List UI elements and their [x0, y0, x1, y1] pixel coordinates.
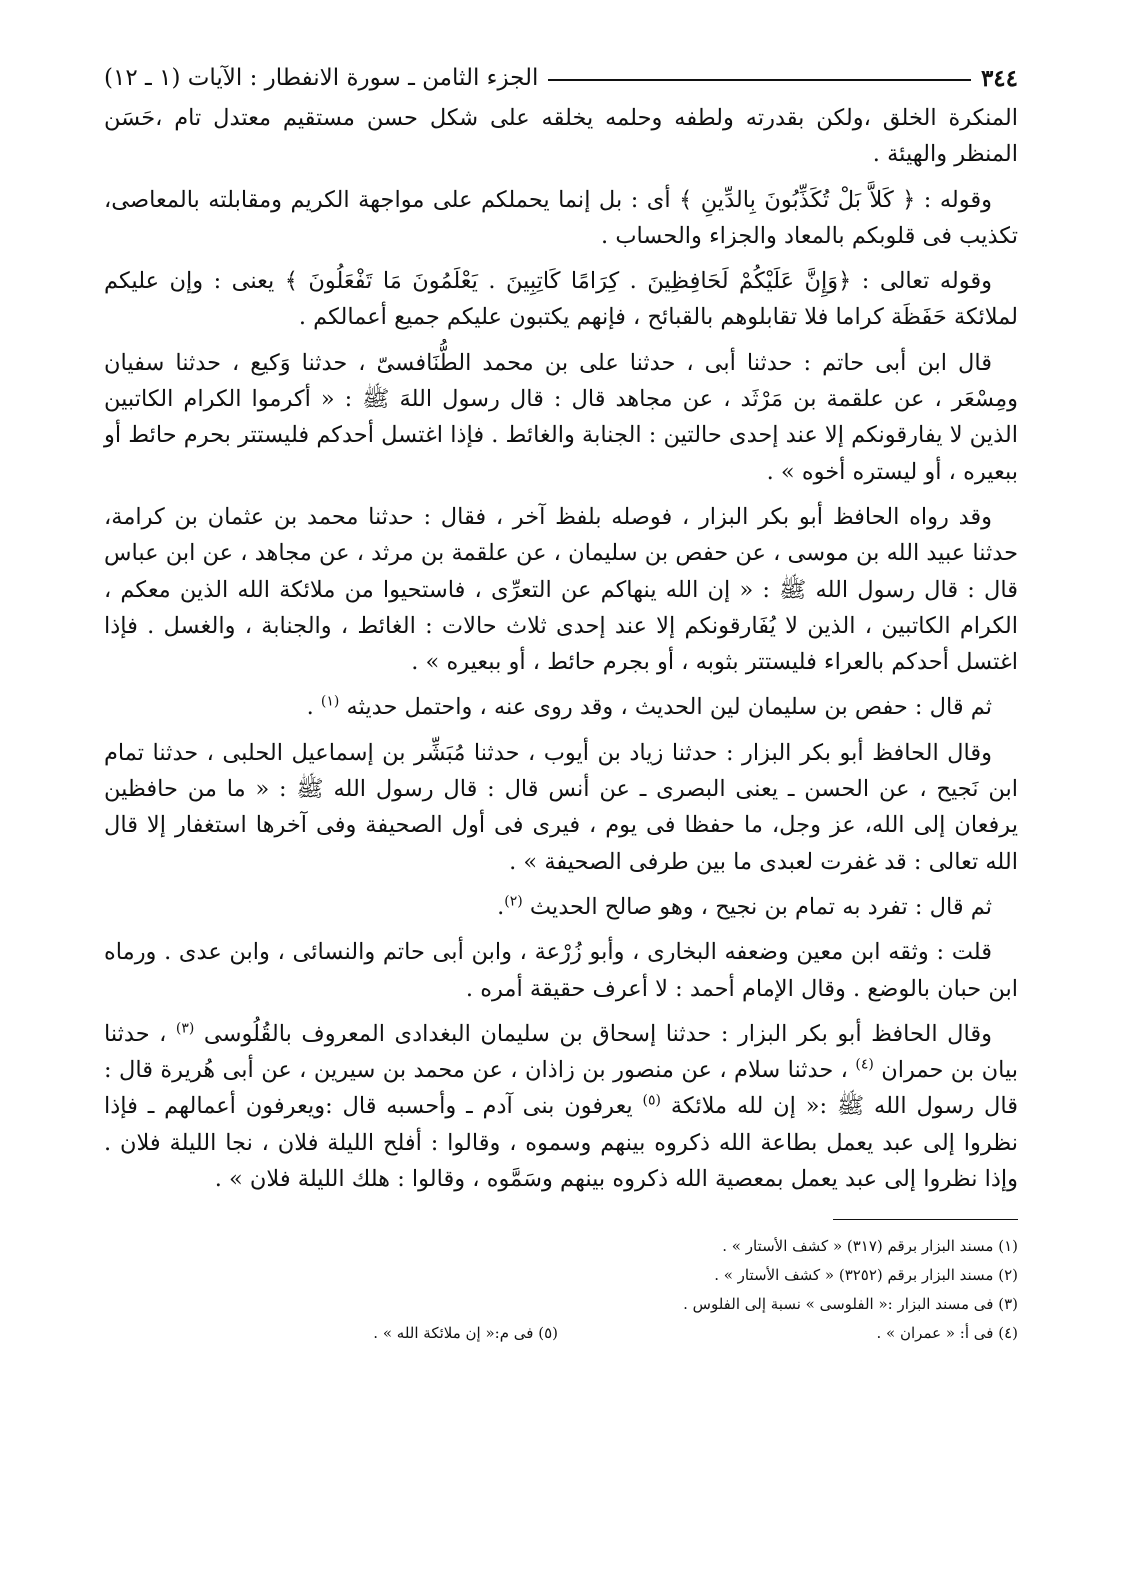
footnote-marker: (٤)	[855, 1056, 874, 1073]
footnote: (٥) فى م:« إن ملائكة الله » .	[373, 1324, 558, 1343]
paragraph: المنكرة الخلق ،ولكن بقدرته ولطفه وحلمه يخلقه على شكل حسن مستقيم معتدل تام ،حَسَن المنظر والهيئة .	[104, 105, 1018, 168]
footnote-row	[104, 1319, 1018, 1348]
paragraph-tail: .	[306, 694, 321, 721]
paragraph	[104, 1016, 1018, 1197]
paragraph	[104, 889, 1018, 925]
footnote-separator	[833, 1219, 1018, 1220]
footnote: (٤) فى أ: « عمران » .	[876, 1324, 1018, 1343]
footnote-marker: (٢)	[504, 893, 523, 910]
paragraph: وقال الحافظ أبو بكر البزار : حدثنا زياد بن أيوب ، حدثنا مُبَشِّر بن إسماعيل الحلبى ، حدثنا تمام ابن نَجيح ، عن الحسن ـ يعنى البصرى ـ عن أنس قال : قال رسول الله ﷺ : « ما من حافظين يرفعان إلى الله، عز وجل، ما حفظا فى يوم ، فيرى فى أول الصحيفة وفى آخرها استغفار إلا قال الله تعالى : قد غفرت لعبدى ما بين طرفى الصحيفة » .	[104, 739, 1018, 875]
footnote-marker: (٣)	[175, 1020, 195, 1037]
footnotes	[104, 1232, 1018, 1348]
main-text	[104, 100, 1018, 1197]
paragraph-text: ثم قال : تفرد به تمام بن نجيح ، وهو صالح الحديث	[529, 893, 992, 920]
paragraph: قال ابن أبى حاتم : حدثنا أبى ، حدثنا على بن محمد الطُّنَافسىّ ، حدثنا وَكيع ، حدثنا سفيان ومِسْعَر ، عن علقمة بن مَرْثَد ، عن مجاهد قال : قال رسول اللهَ ﷺ : « أكرموا الكرام الكاتبين الذين لا يفارقونكم إلا عند إحدى حالتين : الجنابة والغائط . فإذا اغتسل أحدكم فليستتر بحرم حائط أو ببعيره ، أو ليستره أخوه » .	[104, 349, 1018, 485]
paragraph-tail: .	[497, 893, 505, 920]
paragraph-text: ، حدثنا بيان بن حمران	[104, 1020, 1018, 1084]
footnote-marker: (١)	[320, 693, 340, 710]
footnote: (٢) مسند البزار برقم (٣٢٥٢) « كشف الأستار » .	[714, 1266, 1018, 1285]
paragraph-text: ثم قال : حفص بن سليمان لين الحديث ، وقد روى عنه ، واحتمل حديثه	[346, 694, 992, 721]
paragraph	[104, 689, 1018, 725]
footnote-marker: (٥)	[642, 1092, 662, 1109]
paragraph-text: يعرفون بنى آدم ـ وأحسبه قال :ويعرفون أعمالهم ـ فإذا نظروا إلى عبد يعمل بطاعة الله ذكروه بينهم وسموه ، وقالوا : أفلح الليلة فلان ، نجا الليلة فلان . وإذا نظروا إلى عبد يعمل بمعصية الله ذكروه بينهم وسَمَّوه ، وقالوا : هلك الليلة فلان » .	[104, 1093, 1018, 1193]
page-number: ٣٤٤	[980, 64, 1018, 92]
paragraph-text: وقال الحافظ أبو بكر البزار : حدثنا إسحاق بن سليمان البغدادى المعروف بالقُلُوسى	[194, 1020, 992, 1047]
footnote: (٣) فى مسند البزار :« الفلوسى » نسبة إلى الفلوس .	[683, 1295, 1018, 1314]
header-title: الجزء الثامن ـ سورة الانفطار : الآيات (١ ـ ١٢)	[104, 65, 539, 91]
header-rule	[548, 79, 971, 81]
paragraph: وقوله تعالى : ﴿وَإِنَّ عَلَيْكُمْ لَحَافِظِينَ . كِرَامًا كَاتِبِينَ . يَعْلَمُونَ مَا تَفْعَلُونَ ﴾ يعنى : وإن عليكم لملائكة حَفَظَة كراما فلا تقابلوهم بالقبائح ، فإنهم يكتبون عليكم جميع أعمالكم .	[104, 268, 1018, 331]
paragraph: وقد رواه الحافظ أبو بكر البزار ، فوصله بلفظ آخر ، فقال : حدثنا محمد بن عثمان بن كرامة، حدثنا عبيد الله بن موسى ، عن حفص بن سليمان ، عن علقمة بن مرثد ، عن مجاهد ، عن ابن عباس قال : قال رسول الله ﷺ : « إن الله ينهاكم عن التعرِّى ، فاستحيوا من ملائكة الله الذين معكم ، الكرام الكاتبين ، الذين لا يُفَارقونكم إلا عند إحدى ثلاث حالات : الغائط ، والجنابة ، والغسل . فإذا اغتسل أحدكم بالعراء فليستتر بثوبه ، أو بجرم حائط ، أو ببعيره » .	[104, 503, 1018, 676]
paragraph: قلت : وثقه ابن معين وضعفه البخارى ، وأبو زُرْعة ، وابن أبى حاتم والنسائى ، وابن عدى . ورماه ابن حبان بالوضع . وقال الإمام أحمد : لا أعرف حقيقة أمره .	[104, 939, 1018, 1002]
running-header	[104, 58, 1018, 98]
footnote: (١) مسند البزار برقم (٣١٧) « كشف الأستار » .	[722, 1237, 1018, 1256]
paragraph: وقوله : ﴿ كَلاَّ بَلْ تُكَذِّبُونَ بِالدِّينِ ﴾ أى : بل إنما يحملكم على مواجهة الكريم ومقابلته بالمعاصى، تكذيب فى قلوبكم بالمعاد والجزاء والحساب .	[104, 186, 1018, 249]
paragraph-text: ، حدثنا سلام ، عن منصور بن زاذان ، عن محمد بن سيرين ، عن أبى هُريرة قال : قال رسول الله ﷺ :« إن لله ملائكة	[104, 1057, 1018, 1120]
